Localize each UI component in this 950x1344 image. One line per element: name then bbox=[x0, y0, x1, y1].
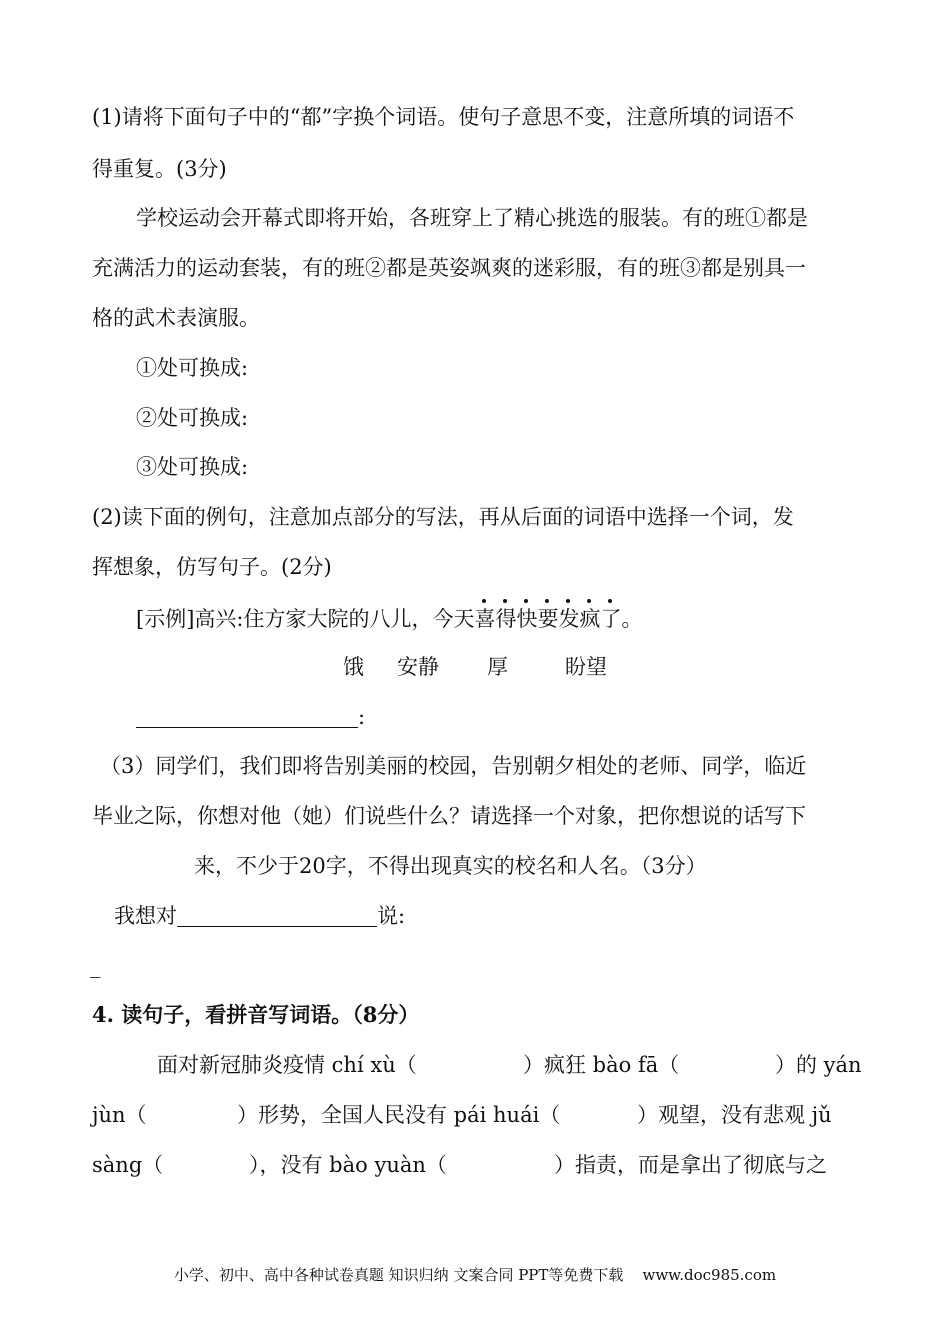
q2-answer-line bbox=[136, 703, 365, 731]
q3-prompt-prefix: 我想对 bbox=[114, 904, 177, 928]
q1-option-1: ①处可换成: bbox=[136, 356, 249, 380]
q3-prompt bbox=[114, 902, 405, 930]
q1-option-3: ③处可换成: bbox=[136, 455, 249, 479]
q4-title: 4. 读句子，看拼音写词语。（8分） bbox=[92, 1002, 420, 1027]
q1-line2: 得重复。(3分) bbox=[92, 157, 227, 181]
q2-word-2: 安静 bbox=[397, 655, 439, 679]
q1-paragraph-line1: 学校运动会开幕式即将开始，各班穿上了精心挑选的服装。有的班①都是 bbox=[136, 206, 808, 230]
q4-line3-b: ），没有 bào yuàn（ bbox=[249, 1153, 447, 1177]
q2-line2: 挥想象，仿写句子。(2分) bbox=[92, 555, 332, 579]
q2-answer-blank[interactable] bbox=[136, 705, 358, 728]
q2-word-1: 饿 bbox=[343, 655, 364, 679]
footer-url[interactable]: www.doc985.com bbox=[642, 1266, 777, 1284]
q1-option-2: ②处可换成: bbox=[136, 406, 249, 430]
q3-stray-dash: _ bbox=[90, 954, 101, 978]
page-footer bbox=[0, 1265, 950, 1285]
q4-line2-c: ）观望，没有悲观 jǔ bbox=[637, 1103, 832, 1127]
q2-example-emphasized: 喜得快要发疯了 bbox=[474, 607, 621, 631]
q4-line1-c: ）的 yán bbox=[775, 1053, 862, 1077]
q2-example-suffix: 。 bbox=[621, 607, 643, 631]
q4-line3-c: ）指责，而是拿出了彻底与之 bbox=[554, 1153, 827, 1177]
q3-line2: 毕业之际，你想对他（她）们说些什么？请选择一个对象，把你想说的话写下 bbox=[92, 804, 806, 828]
q3-recipient-blank[interactable] bbox=[177, 904, 377, 927]
q2-example bbox=[136, 605, 642, 633]
q2-answer-colon: : bbox=[358, 705, 366, 729]
q4-line1-b: ）疯狂 bào fā（ bbox=[523, 1053, 680, 1077]
q4-line2-b: ）形势，全国人民没有 pái huái（ bbox=[237, 1103, 561, 1127]
q2-word-4: 盼望 bbox=[565, 655, 607, 679]
q1-line1: (1)请将下面句子中的“都”字换个词语。使句子意思不变，注意所填的词语不 bbox=[92, 105, 795, 129]
q3-line3: 来，不少于20字，不得出现真实的校名和人名。（3分） bbox=[194, 854, 707, 878]
q2-line1: (2)读下面的例句，注意加点部分的写法，再从后面的词语中选择一个词，发 bbox=[92, 505, 794, 529]
q3-prompt-suffix: 说: bbox=[377, 904, 406, 928]
q4-line3-a: sàng（ bbox=[92, 1153, 164, 1177]
q1-paragraph-line3: 格的武术表演服。 bbox=[92, 306, 260, 330]
q4-line2-a: jùn（ bbox=[92, 1103, 147, 1127]
q2-example-prefix: [示例]高兴:住方家大院的八儿，今天 bbox=[136, 607, 475, 631]
q2-word-3: 厚 bbox=[487, 655, 508, 679]
q4-line1-a: 面对新冠肺炎疫情 chí xù（ bbox=[157, 1053, 417, 1077]
footer-text: 小学、初中、高中各种试卷真题 知识归纳 文案合同 PPT等免费下载 bbox=[173, 1266, 624, 1284]
q3-line1: （3）同学们，我们即将告别美丽的校园，告别朝夕相处的老师、同学，临近 bbox=[100, 754, 807, 778]
q1-paragraph-line2: 充满活力的运动套装，有的班②都是英姿飒爽的迷彩服，有的班③都是别具一 bbox=[92, 256, 806, 280]
